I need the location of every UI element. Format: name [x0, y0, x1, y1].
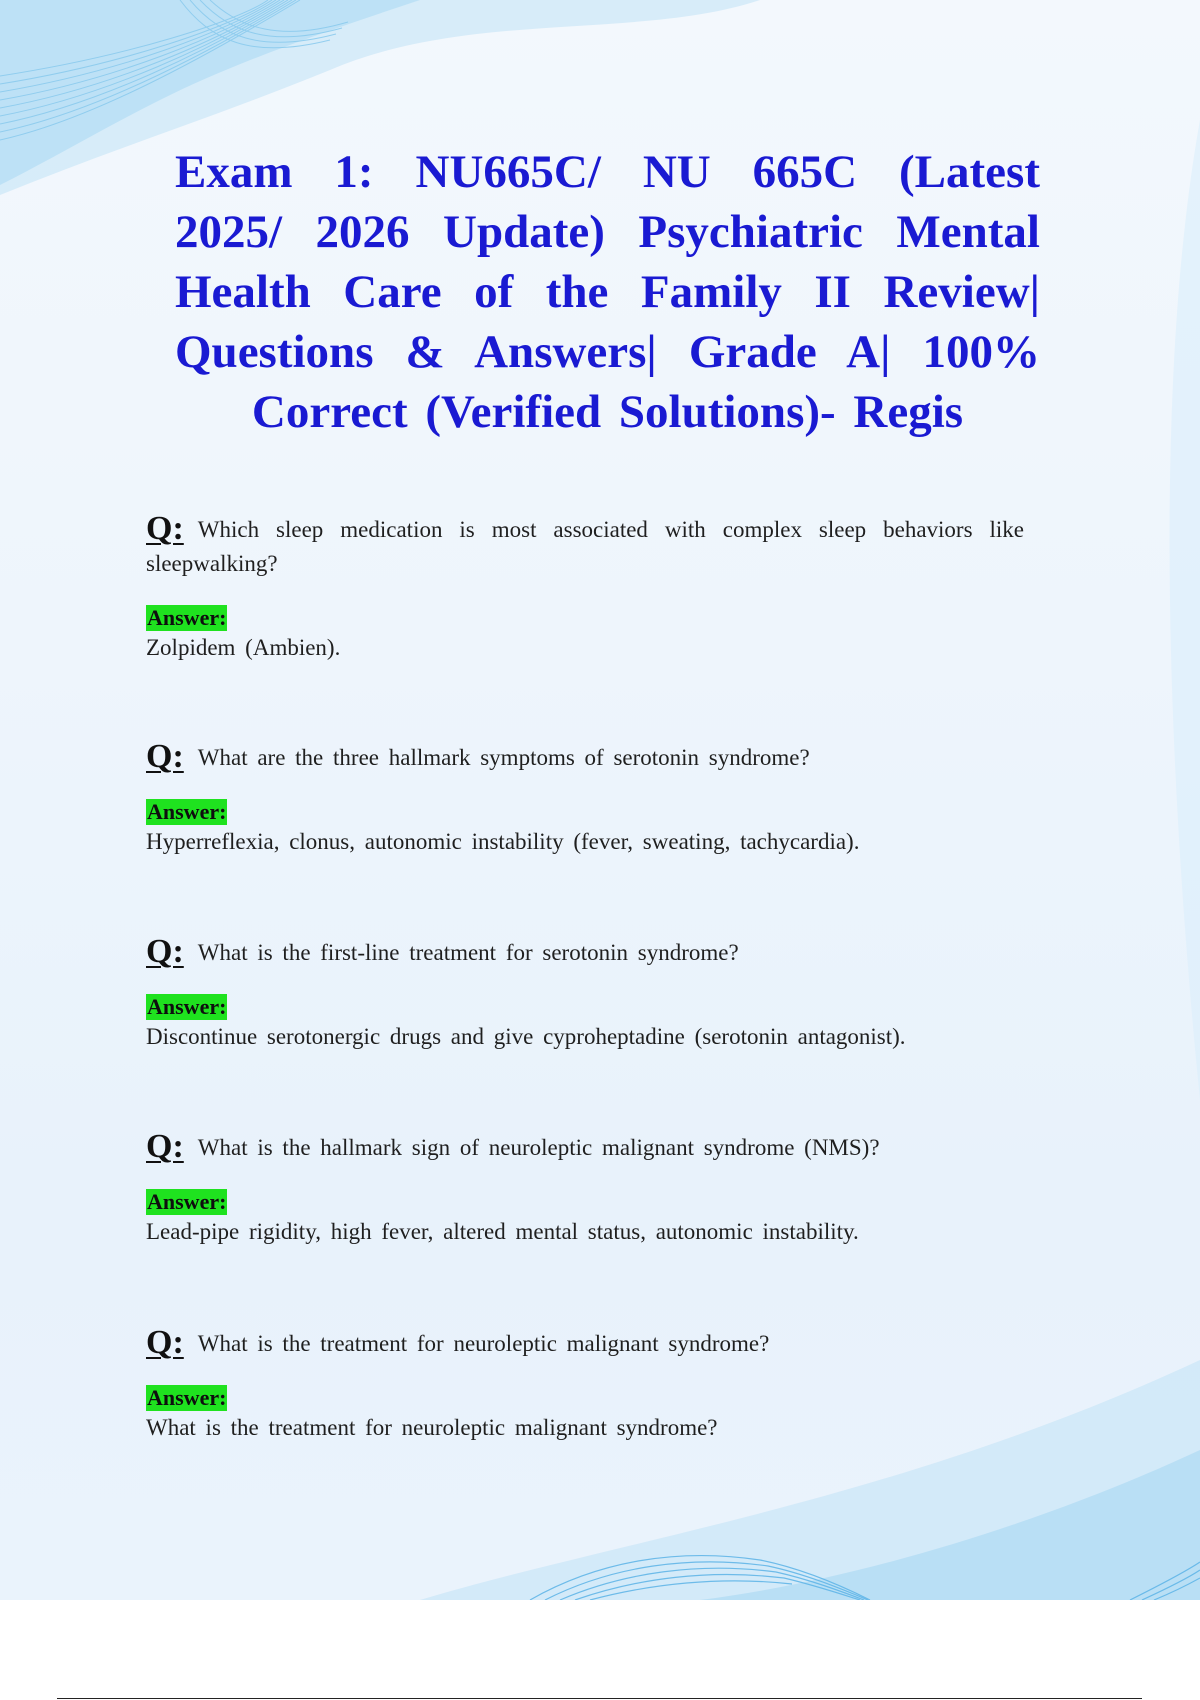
question-text: What is the first-line treatment for serotonin syndrome? [197, 940, 739, 965]
question-text: What is the treatment for neuroleptic malignant syndrome? [197, 1331, 770, 1356]
qa-item [146, 740, 1024, 859]
answer-text: Hyperreflexia, clonus, autonomic instability (fever, sweating, tachycardia). [146, 829, 860, 854]
answer-text: What is the treatment for neuroleptic malignant syndrome? [146, 1415, 718, 1440]
question-line [146, 740, 1024, 775]
q-marker: Q: [146, 1128, 184, 1165]
q-marker: Q: [146, 933, 184, 970]
answer-label: Answer: [147, 1385, 227, 1410]
question-line [146, 512, 1024, 581]
qa-item [146, 1130, 1024, 1249]
answer-label: Answer: [147, 605, 227, 630]
document-title: Exam 1: NU665C/ NU 665C (Latest 2025/ 2026 Update) Psychiatric Mental Health Care of the Family II Review| Questions & Answers| Grade A| 100% Correct (Verified Solutions)- Regis [175, 146, 1040, 438]
question-line [146, 935, 1024, 970]
answer-label: Answer: [147, 799, 227, 824]
q-marker: Q: [146, 738, 184, 775]
qa-item [146, 512, 1024, 665]
question-text: Which sleep medication is most associated with complex sleep behaviors like sleepwalking? [146, 517, 1024, 576]
q-marker: Q: [146, 1324, 184, 1361]
answer-text: Discontinue serotonergic drugs and give cyproheptadine (serotonin antagonist). [146, 1024, 906, 1049]
answer-label: Answer: [147, 1189, 227, 1214]
question-line [146, 1326, 1024, 1361]
question-line [146, 1130, 1024, 1165]
footer-divider [57, 1698, 1142, 1699]
answer-label: Answer: [147, 994, 227, 1019]
question-text: What are the three hallmark symptoms of serotonin syndrome? [197, 745, 810, 770]
answer-text: Lead-pipe rigidity, high fever, altered mental status, autonomic instability. [146, 1219, 859, 1244]
question-text: What is the hallmark sign of neuroleptic malignant syndrome (NMS)? [197, 1135, 880, 1160]
qa-item [146, 1326, 1024, 1445]
qa-item [146, 935, 1024, 1054]
q-marker: Q: [146, 510, 184, 547]
answer-text: Zolpidem (Ambien). [146, 635, 341, 660]
